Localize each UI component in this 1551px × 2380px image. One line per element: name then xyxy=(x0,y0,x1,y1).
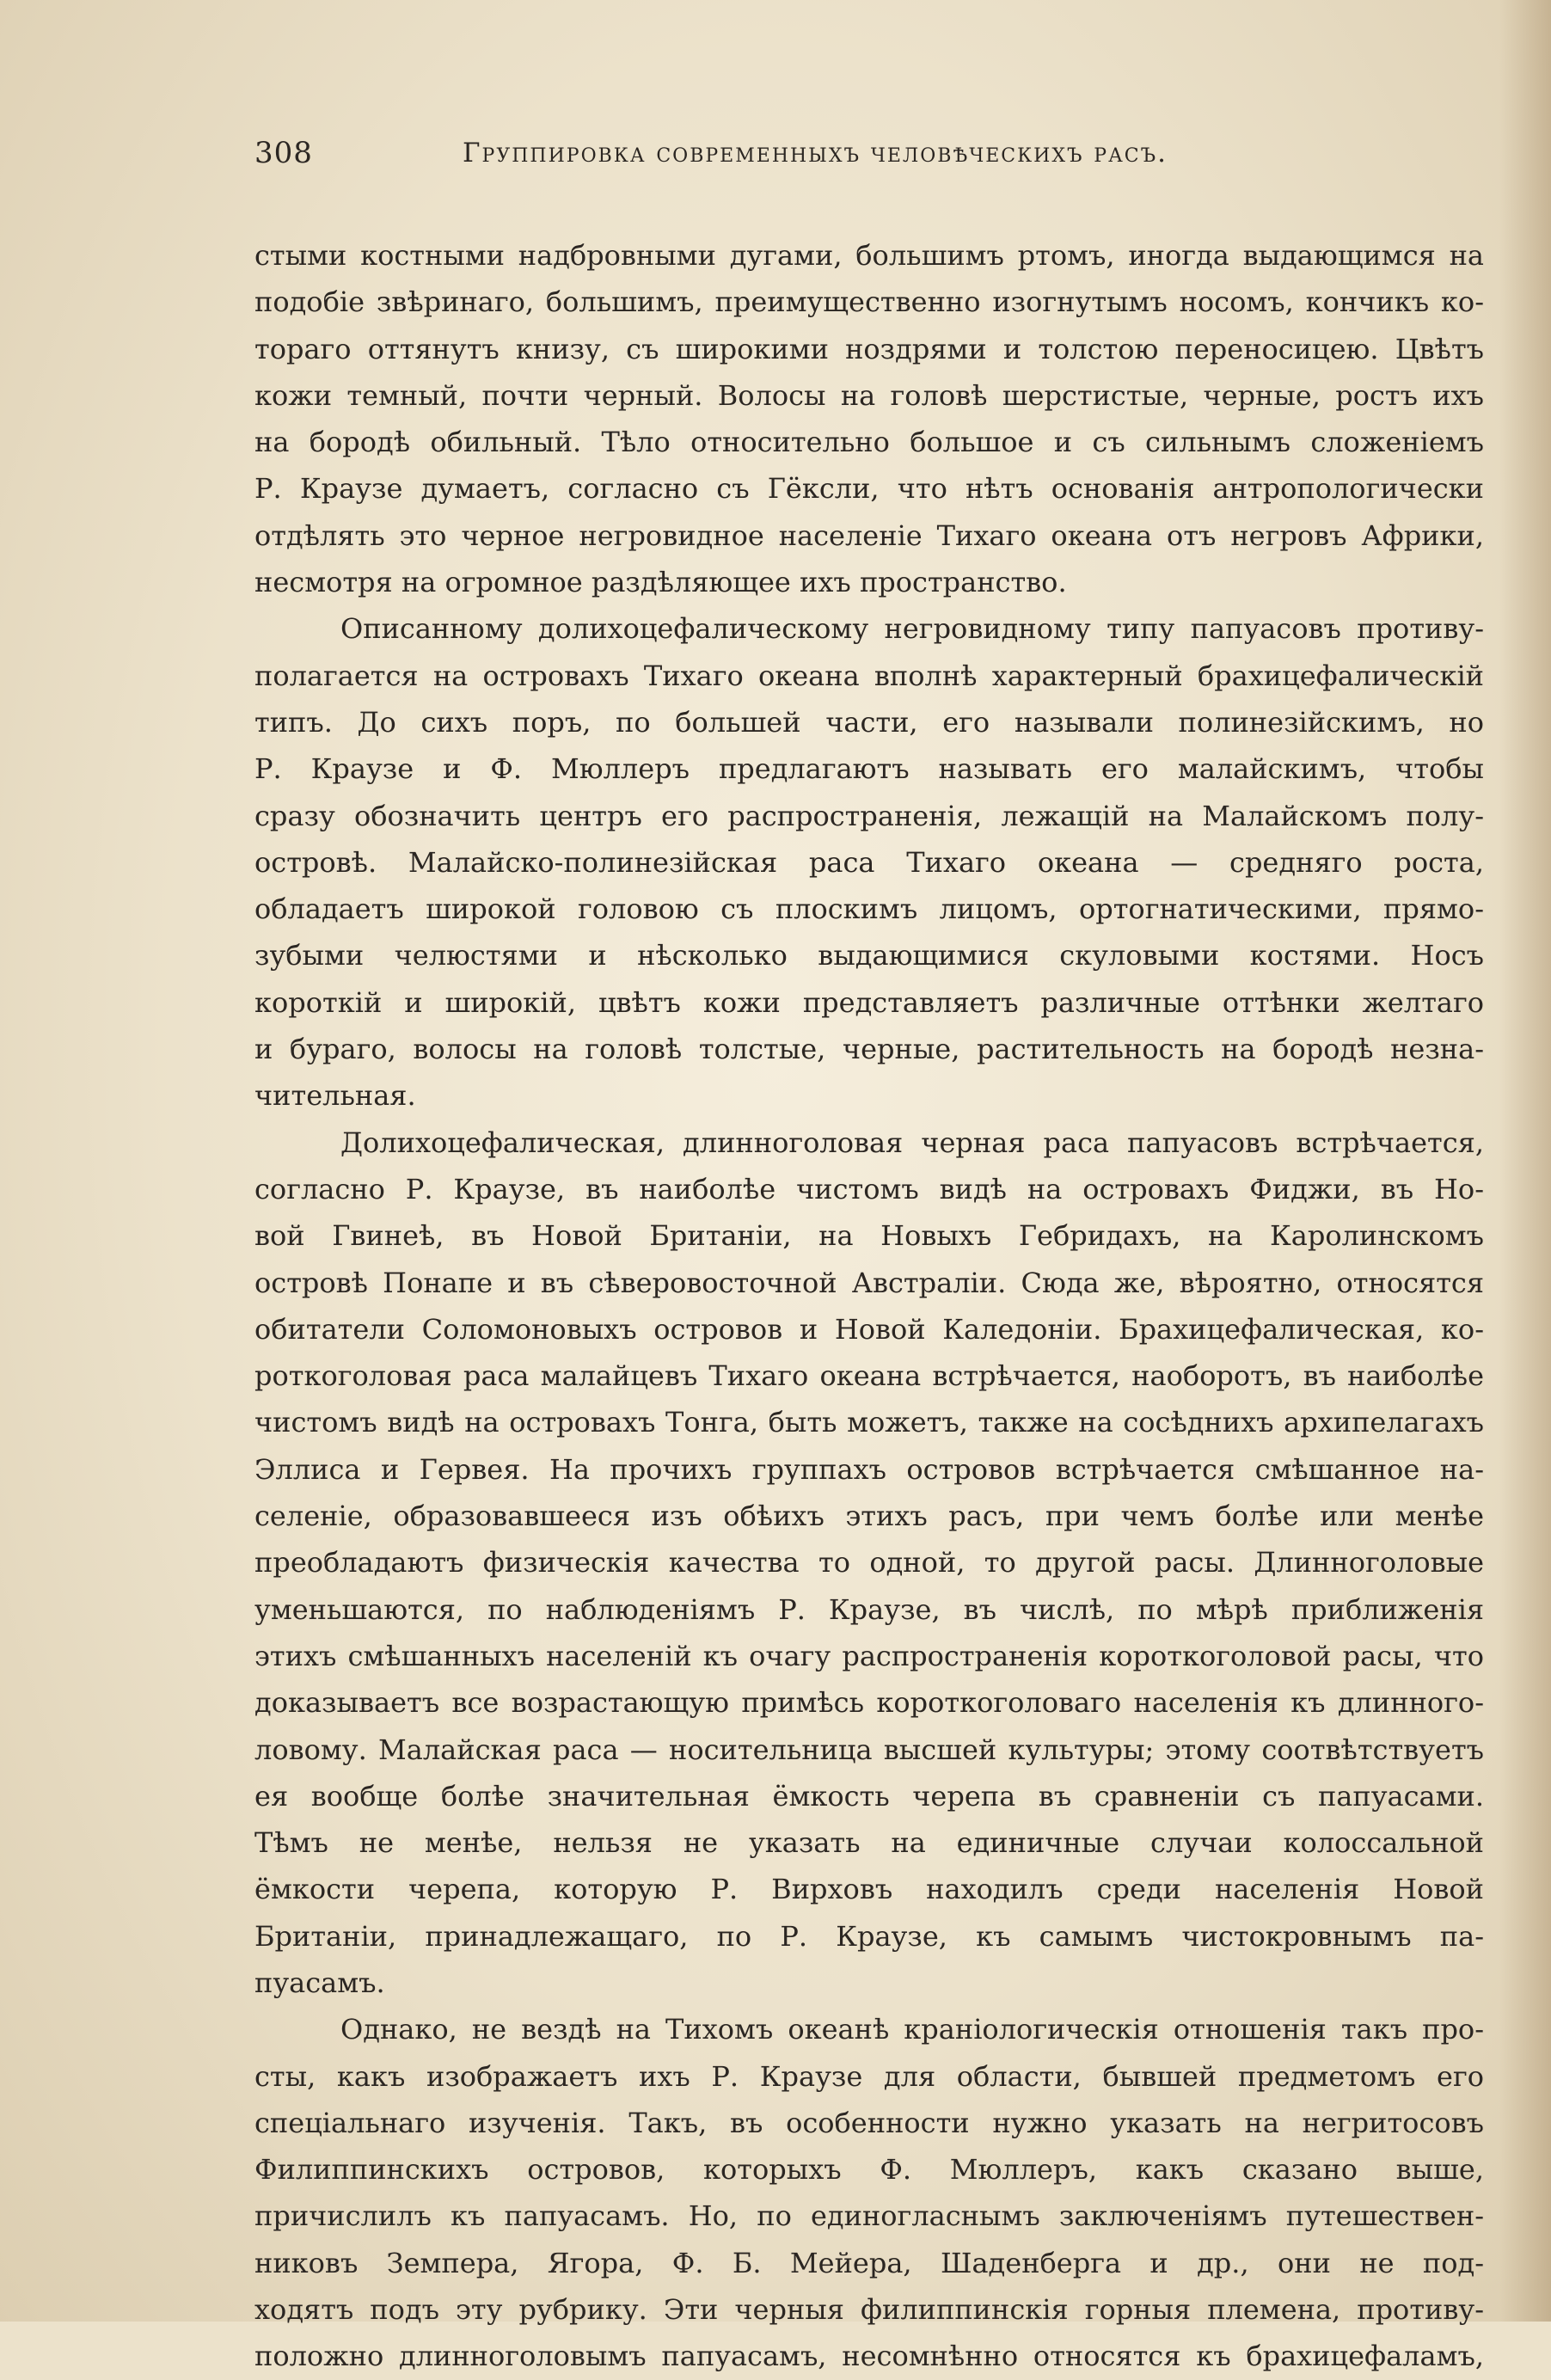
text-line: и бураго, волосы на головѣ толстые, черные, растительность на бородѣ незна- xyxy=(254,1033,1484,1066)
text-line: обитатели Соломоновыхъ островов и Новой Каледоніи. Брахицефалическая, ко- xyxy=(254,1312,1484,1346)
text-line: уменьшаются, по наблюденіямъ Р. Краузе, въ числѣ, по мѣрѣ приближенія xyxy=(254,1592,1484,1626)
text-line: вой Гвинеѣ, въ Новой Британіи, на Новыхъ Гебридахъ, на Каролинскомъ xyxy=(254,1219,1484,1253)
text-line: чистомъ видѣ на островахъ Тонга, быть можетъ, также на сосѣднихъ архипелагахъ xyxy=(254,1406,1484,1439)
text-line: на бородѣ обильный. Тѣло относительно большое и съ сильнымъ сложеніемъ xyxy=(254,426,1484,459)
text-line: доказываетъ все возрастающую примѣсь короткоголоваго населенія къ длинного- xyxy=(254,1686,1484,1720)
text-line: Описанному долихоцефалическому негровидному типу папуасовъ противу- xyxy=(340,612,1484,646)
text-line: Эллиса и Гервея. На прочихъ группахъ островов встрѣчается смѣшанное на- xyxy=(254,1452,1484,1486)
text-line: типъ. До сихъ поръ, по большей части, его называли полинезійскимъ, но xyxy=(254,705,1484,739)
text-line: пуасамъ. xyxy=(254,1966,385,1999)
text-line: несмотря на огромное раздѣляющее ихъ пространство. xyxy=(254,566,1067,599)
text-line: островѣ. Малайско-полинезійская раса Тихаго океана — средняго роста, xyxy=(254,845,1484,879)
body-text xyxy=(254,232,1484,2380)
text-line: отдѣлять это черное негровидное населеніе Тихаго океана отъ негровъ Африки, xyxy=(254,518,1484,552)
text-line: чительная. xyxy=(254,1079,416,1113)
text-line: Британіи, принадлежащаго, по Р. Краузе, къ самымъ чистокровнымъ па- xyxy=(254,1919,1484,1953)
text-line: этихъ смѣшанныхъ населеній къ очагу распространенія короткоголовой расы, что xyxy=(254,1639,1484,1672)
text-line: ея вообще болѣе значительная ёмкость черепа въ сравненіи съ папуасами. xyxy=(254,1779,1484,1813)
text-line: тораго оттянутъ книзу, съ широкими ноздрями и толстою переносицею. Цвѣтъ xyxy=(254,332,1484,365)
text-line: роткоголовая раса малайцевъ Тихаго океана встрѣчается, наоборотъ, въ наиболѣе xyxy=(254,1359,1484,1393)
text-line: Филиппинскихъ островов, которыхъ Ф. Мюллеръ, какъ сказано выше, xyxy=(254,2153,1484,2187)
text-line: ловому. Малайская раса — носительница высшей культуры; этому соотвѣтствуетъ xyxy=(254,1733,1484,1766)
page-number: 308 xyxy=(254,136,313,170)
text-line: сты, какъ изображаетъ ихъ Р. Краузе для области, бывшей предметомъ его xyxy=(254,2059,1484,2093)
text-line: кожи темный, почти черный. Волосы на головѣ шерстистые, черные, ростъ ихъ xyxy=(254,378,1484,412)
text-line: преобладаютъ физическія качества то одной, то другой расы. Длинноголовые xyxy=(254,1546,1484,1580)
text-line: обладаетъ широкой головою съ плоскимъ лицомъ, ортогнатическими, прямо- xyxy=(254,892,1484,926)
text-line: Тѣмъ не менѣе, нельзя не указать на единичные случаи колоссальной xyxy=(254,1826,1484,1860)
text-line: положно длинноголовымъ папуасамъ, несомнѣнно относятся къ брахицефаламъ, xyxy=(254,2340,1484,2373)
text-line: стыми костными надбровными дугами, большимъ ртомъ, иногда выдающимся на xyxy=(254,239,1484,272)
text-line: подобіе звѣринаго, большимъ, преимущественно изогнутымъ носомъ, кончикъ ко- xyxy=(254,285,1484,319)
text-line: ходятъ подъ эту рубрику. Эти черныя филиппинскія горныя племена, противу- xyxy=(254,2293,1484,2327)
page-header xyxy=(254,136,1484,187)
running-head: Группировка современныхъ человѣческихъ расъ. xyxy=(463,138,1168,169)
text-line: островѣ Понапе и въ сѣверовосточной Австраліи. Сюда же, вѣроятно, относятся xyxy=(254,1266,1484,1299)
text-line: спеціальнаго изученія. Такъ, въ особенности нужно указать на негритосовъ xyxy=(254,2106,1484,2139)
text-line: Р. Краузе и Ф. Мюллеръ предлагаютъ называть его малайскимъ, чтобы xyxy=(254,752,1484,786)
text-line: причислилъ къ папуасамъ. Но, по единогласнымъ заключеніямъ путешествен- xyxy=(254,2199,1484,2233)
text-line: ёмкости черепа, которую Р. Вирховъ находилъ среди населенія Новой xyxy=(254,1873,1484,1906)
text-line: Однако, не вездѣ на Тихомъ океанѣ краніологическія отношенія такъ про- xyxy=(340,2013,1484,2046)
text-line: короткій и широкій, цвѣтъ кожи представляетъ различные оттѣнки желтаго xyxy=(254,985,1484,1019)
text-line: никовъ Земпера, Ягора, Ф. Б. Мейера, Шаденберга и др., они не под- xyxy=(254,2246,1484,2279)
text-line: согласно Р. Краузе, въ наиболѣе чистомъ видѣ на островахъ Фиджи, въ Но- xyxy=(254,1172,1484,1205)
text-line: Долихоцефалическая, длинноголовая черная раса папуасовъ встрѣчается, xyxy=(340,1126,1484,1159)
text-line: сразу обозначить центръ его распространенія, лежащій на Малайскомъ полу- xyxy=(254,799,1484,832)
text-line: Р. Краузе думаетъ, согласно съ Гёксли, что нѣтъ основанія антропологически xyxy=(254,472,1484,506)
text-line: зубыми челюстями и нѣсколько выдающимися скуловыми костями. Носъ xyxy=(254,939,1484,972)
text-line: полагается на островахъ Тихаго океана вполнѣ характерный брахицефалическій xyxy=(254,659,1484,692)
text-line: селеніе, образовавшееся изъ обѣихъ этихъ расъ, при чемъ болѣе или менѣе xyxy=(254,1500,1484,1533)
